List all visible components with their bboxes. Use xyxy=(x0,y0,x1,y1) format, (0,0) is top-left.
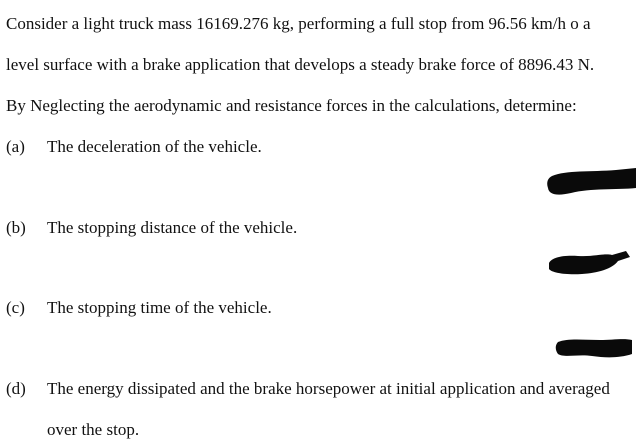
redaction-mark-c xyxy=(554,334,634,362)
part-c-text: The stopping time of the vehicle. xyxy=(47,298,272,317)
part-b-label: (b) xyxy=(6,218,26,237)
part-c-label: (c) xyxy=(6,298,25,317)
intro-line-2: level surface with a brake application that develops a steady brake force of 8896.43 N. xyxy=(6,55,595,74)
redaction-mark-b xyxy=(546,249,636,279)
redaction-mark-a xyxy=(546,166,636,200)
intro-line-1: Consider a light truck mass 16169.276 kg, performing a full stop from 96.56 km/h o a xyxy=(6,14,591,33)
part-a-text: The deceleration of the vehicle. xyxy=(47,137,262,156)
part-d-continuation: over the stop. xyxy=(47,420,140,439)
part-d-label: (d) xyxy=(6,379,26,398)
intro-line-3: By Neglecting the aerodynamic and resistance forces in the calculations, determine: xyxy=(6,96,577,115)
part-d-text: The energy dissipated and the brake horsepower at initial application and averaged xyxy=(47,379,610,398)
part-a-label: (a) xyxy=(6,137,25,156)
part-b-text: The stopping distance of the vehicle. xyxy=(47,218,298,237)
